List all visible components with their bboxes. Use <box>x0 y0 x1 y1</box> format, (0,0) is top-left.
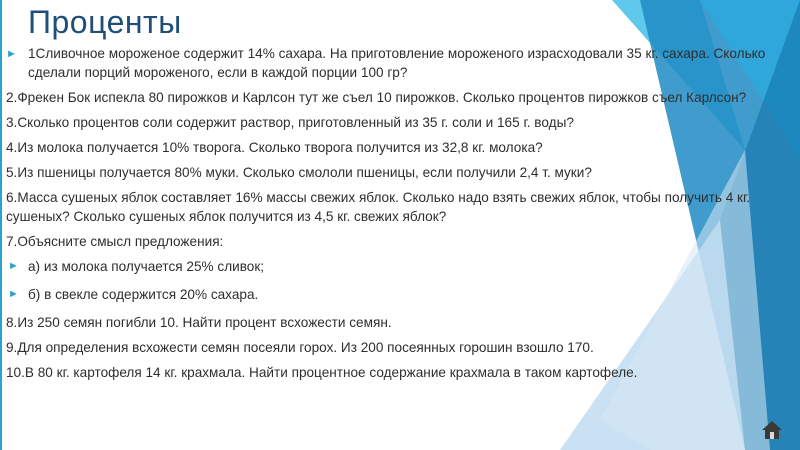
list-subitem <box>6 257 766 276</box>
list-item: 9.Для определения всхожести семян посеяли горох. Из 200 посеянных горошин взошло 170. <box>6 340 594 355</box>
bullet-arrow-icon: ► <box>6 48 17 60</box>
list-item: 5.Из пшеницы получается 80% муки. Сколько смололи пшеницы, если получили 2,4 т. муки? <box>6 165 592 180</box>
list-item: 3.Сколько процентов соли содержит раствор, приготовленный из 35 г. соли и 165 г. воды? <box>6 115 574 130</box>
list-item <box>6 44 766 82</box>
list-item: 4.Из молока получается 10% творога. Сколько творога получится из 32,8 кг. молока? <box>6 140 543 155</box>
item-text: 1Сливочное мороженое содержит 14% сахара. На приготовление мороженого израсходовали 35 кг. сахара. Сколько сделали порций мороженого, если в каждой порции 100 гр? <box>28 46 766 80</box>
list-item: 6.Масса сушеных яблок составляет 16% массы свежих яблок. Сколько надо взять свежих яблок, чтобы получить 4 кг. сушеных? Сколько сушеных яблок получится из 4,5 кг. свежих яблок? <box>6 190 751 224</box>
left-accent-stripe <box>0 0 2 450</box>
list-subitem <box>6 285 766 304</box>
slide-body <box>6 44 766 388</box>
bullet-arrow-icon: ► <box>8 288 19 300</box>
list-item: 2.Фрекен Бок испекла 80 пирожков и Карлсон тут же съел 10 пирожков. Сколько процентов пирожков съел Карлсон? <box>6 90 747 105</box>
list-item: 8.Из 250 семян погибли 10. Найти процент всхожести семян. <box>6 315 392 330</box>
home-icon[interactable] <box>760 419 784 441</box>
slide-title: Проценты <box>28 4 182 40</box>
list-item: 7.Объясните смысл предложения: <box>6 234 224 249</box>
list-item: 10.В 80 кг. картофеля 14 кг. крахмала. Найти процентное содержание крахмала в таком картофеле. <box>6 365 638 380</box>
subitem-text: б) в свекле содержится 20% сахара. <box>28 287 259 302</box>
bullet-arrow-icon: ► <box>8 260 19 272</box>
subitem-text: а) из молока получается 25% сливок; <box>28 259 265 274</box>
